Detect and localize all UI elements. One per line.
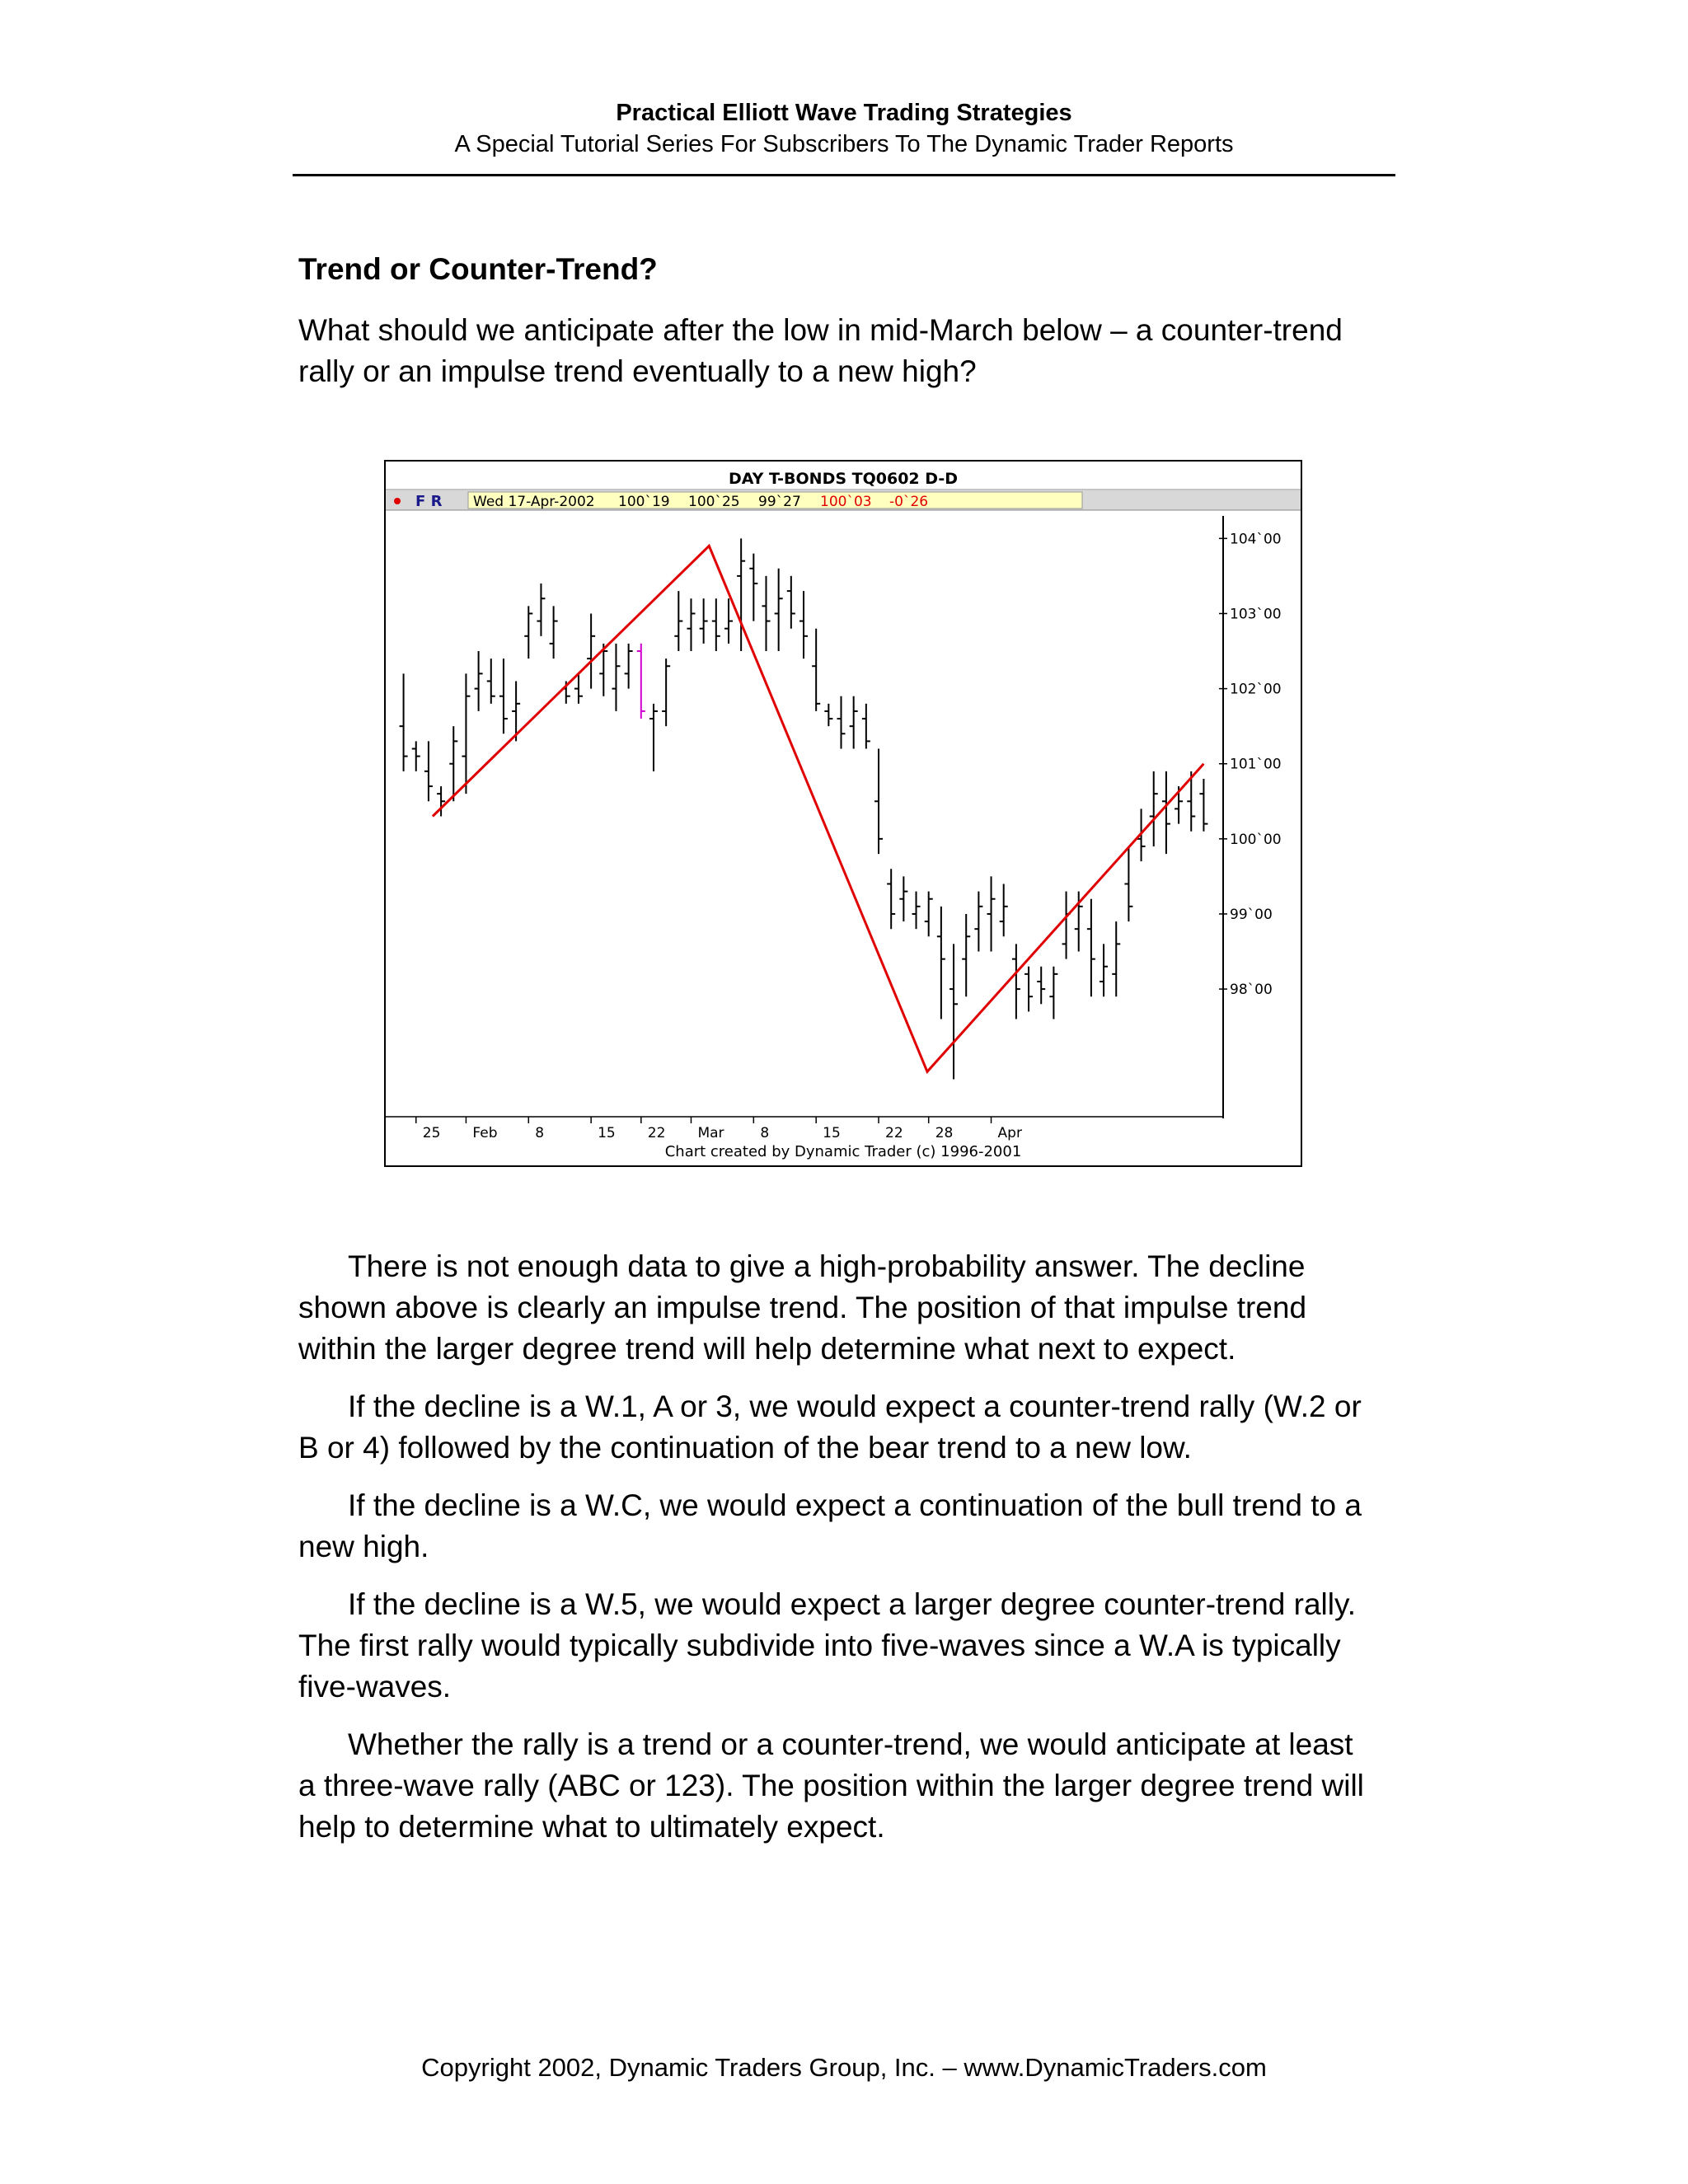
ohlc-bar xyxy=(799,591,808,658)
info-change: -0`26 xyxy=(889,494,929,510)
x-tick-label: 22 xyxy=(647,1125,666,1141)
ohlc-bar xyxy=(449,726,457,801)
ohlc-bar xyxy=(550,606,558,658)
x-tick-label: Apr xyxy=(997,1125,1022,1141)
ohlc-bar xyxy=(974,892,982,952)
ohlc-bar xyxy=(787,576,795,629)
ohlc-bar xyxy=(499,658,508,733)
ohlc-bar xyxy=(1124,846,1132,921)
x-tick-label: 15 xyxy=(598,1125,616,1141)
ohlc-bar xyxy=(837,696,846,749)
ohlc-bar xyxy=(862,704,870,749)
ohlc-bar xyxy=(400,673,408,771)
info-markers: F R xyxy=(415,493,443,510)
intro-paragraph: What should we anticipate after the low in mid-March below – a counter-trend rally or an impulse trend eventually to a new high? xyxy=(298,313,1343,388)
ohlc-bar xyxy=(925,892,933,937)
ohlc-bar xyxy=(724,598,733,644)
y-tick-label: 100`00 xyxy=(1230,831,1282,848)
body-paragraph: Whether the rally is a trend or a counter-trend, we would anticipate at least a three-wave rally (ABC or 123). The position within the larger degree trend will help to determine what to ultimately expect. xyxy=(298,1727,1364,1844)
info-open: 100`19 xyxy=(618,494,670,510)
x-tick-label: 8 xyxy=(535,1125,545,1141)
ohlc-bar xyxy=(1199,779,1207,832)
y-tick-label: 98`00 xyxy=(1230,982,1273,999)
header-subtitle: A Special Tutorial Series For Subscribers To The Dynamic Trader Reports xyxy=(454,131,1234,157)
ohlc-bar xyxy=(487,658,495,704)
ohlc-bar xyxy=(1162,771,1170,854)
ohlc-bar xyxy=(987,876,996,951)
header-title: Practical Elliott Wave Trading Strategies xyxy=(616,100,1072,126)
info-close: 100`03 xyxy=(820,494,872,510)
ohlc-bar xyxy=(1025,967,1033,1012)
x-tick-label: Feb xyxy=(472,1125,498,1141)
ohlc-bar xyxy=(1000,884,1008,937)
ohlc-bar xyxy=(962,914,970,996)
ohlc-bar xyxy=(712,598,720,651)
wave-line xyxy=(433,546,1204,1071)
x-tick-label: Mar xyxy=(697,1125,724,1141)
ohlc-bar xyxy=(649,704,658,771)
chart-title: DAY T-BONDS TQ0602 D-D xyxy=(728,470,959,488)
y-tick-label: 103`00 xyxy=(1230,606,1282,623)
ohlc-bar xyxy=(749,554,757,621)
ohlc-bar xyxy=(850,696,858,749)
chart-svg xyxy=(386,462,1301,1165)
y-tick-label: 102`00 xyxy=(1230,681,1282,698)
y-tick-label: 101`00 xyxy=(1230,756,1282,773)
ohlc-bars xyxy=(400,538,1208,1079)
ohlc-bar xyxy=(1112,921,1120,996)
ohlc-bar xyxy=(412,741,420,771)
ohlc-bar xyxy=(574,673,583,703)
ohlc-bar xyxy=(1012,944,1020,1019)
ohlc-bar xyxy=(824,704,832,726)
x-tick-label: 22 xyxy=(885,1125,903,1141)
y-tick-label: 104`00 xyxy=(1230,531,1282,548)
ohlc-bar xyxy=(537,583,545,636)
body-paragraph: If the decline is a W.C, we would expect a continuation of the bull trend to a new high. xyxy=(298,1488,1362,1563)
ohlc-bar xyxy=(762,576,770,651)
ohlc-bar xyxy=(687,598,695,651)
ohlc-bar xyxy=(737,538,745,651)
ohlc-bar xyxy=(887,869,895,929)
info-low: 99`27 xyxy=(758,494,801,510)
body-paragraph: If the decline is a W.1, A or 3, we would expect a counter-trend rally (W.2 or B or 4) followed by the continuation of the bear trend to a new low. xyxy=(298,1390,1362,1465)
ohlc-bar xyxy=(899,876,907,921)
ohlc-bar xyxy=(475,651,483,711)
info-dot-icon xyxy=(394,498,401,504)
ohlc-bar xyxy=(1150,771,1158,846)
ohlc-bar xyxy=(950,944,958,1079)
ohlc-bar xyxy=(524,606,532,658)
section-heading: Trend or Counter-Trend? xyxy=(298,252,658,286)
ohlc-bar xyxy=(462,673,470,794)
ohlc-bar xyxy=(700,598,708,644)
body-text xyxy=(298,1246,1378,1864)
ohlc-bar xyxy=(674,591,682,651)
ohlc-bar xyxy=(912,892,921,930)
body-paragraph: There is not enough data to give a high-probability answer. The decline shown above is clearly an impulse trend. The position of that impulse trend within the larger degree trend will help determine what next to expect. xyxy=(298,1249,1307,1366)
ohlc-bar xyxy=(874,748,883,854)
ohlc-bar xyxy=(1087,899,1095,996)
ohlc-bar xyxy=(1100,944,1108,996)
info-high: 100`25 xyxy=(688,494,740,510)
x-axis-ticks xyxy=(416,1117,1022,1141)
x-tick-label: 15 xyxy=(823,1125,841,1141)
ohlc-bar xyxy=(775,569,783,651)
price-chart xyxy=(384,460,1302,1167)
ohlc-bar xyxy=(812,629,820,711)
ohlc-bar xyxy=(1049,967,1057,1019)
ohlc-bar xyxy=(1037,967,1045,1005)
ohlc-bar xyxy=(612,644,620,711)
y-axis-ticks xyxy=(1219,531,1282,998)
info-date: Wed 17-Apr-2002 xyxy=(473,494,595,510)
page-header xyxy=(293,97,1395,160)
ohlc-bar xyxy=(1062,892,1071,959)
x-tick-label: 28 xyxy=(935,1125,954,1141)
elliott-wave-polyline xyxy=(433,546,1204,1071)
chart-credit: Chart created by Dynamic Trader (c) 1996-2001 xyxy=(664,1143,1022,1160)
y-tick-label: 99`00 xyxy=(1230,906,1273,923)
page-footer: Copyright 2002, Dynamic Traders Group, Inc. – www.DynamicTraders.com xyxy=(421,2053,1267,2082)
body-paragraph: If the decline is a W.5, we would expect a larger degree counter-trend rally. The first rally would typically subdivide into five-waves since a W.A is typically five-waves. xyxy=(298,1587,1357,1704)
x-tick-label: 8 xyxy=(760,1125,770,1141)
x-tick-label: 25 xyxy=(422,1125,441,1141)
header-rule xyxy=(293,174,1395,176)
ohlc-bar xyxy=(937,907,945,1019)
ohlc-bar xyxy=(637,644,645,719)
ohlc-bar xyxy=(662,658,670,726)
ohlc-bar xyxy=(625,644,633,689)
ohlc-bar xyxy=(587,613,595,688)
ohlc-bar xyxy=(424,741,433,801)
